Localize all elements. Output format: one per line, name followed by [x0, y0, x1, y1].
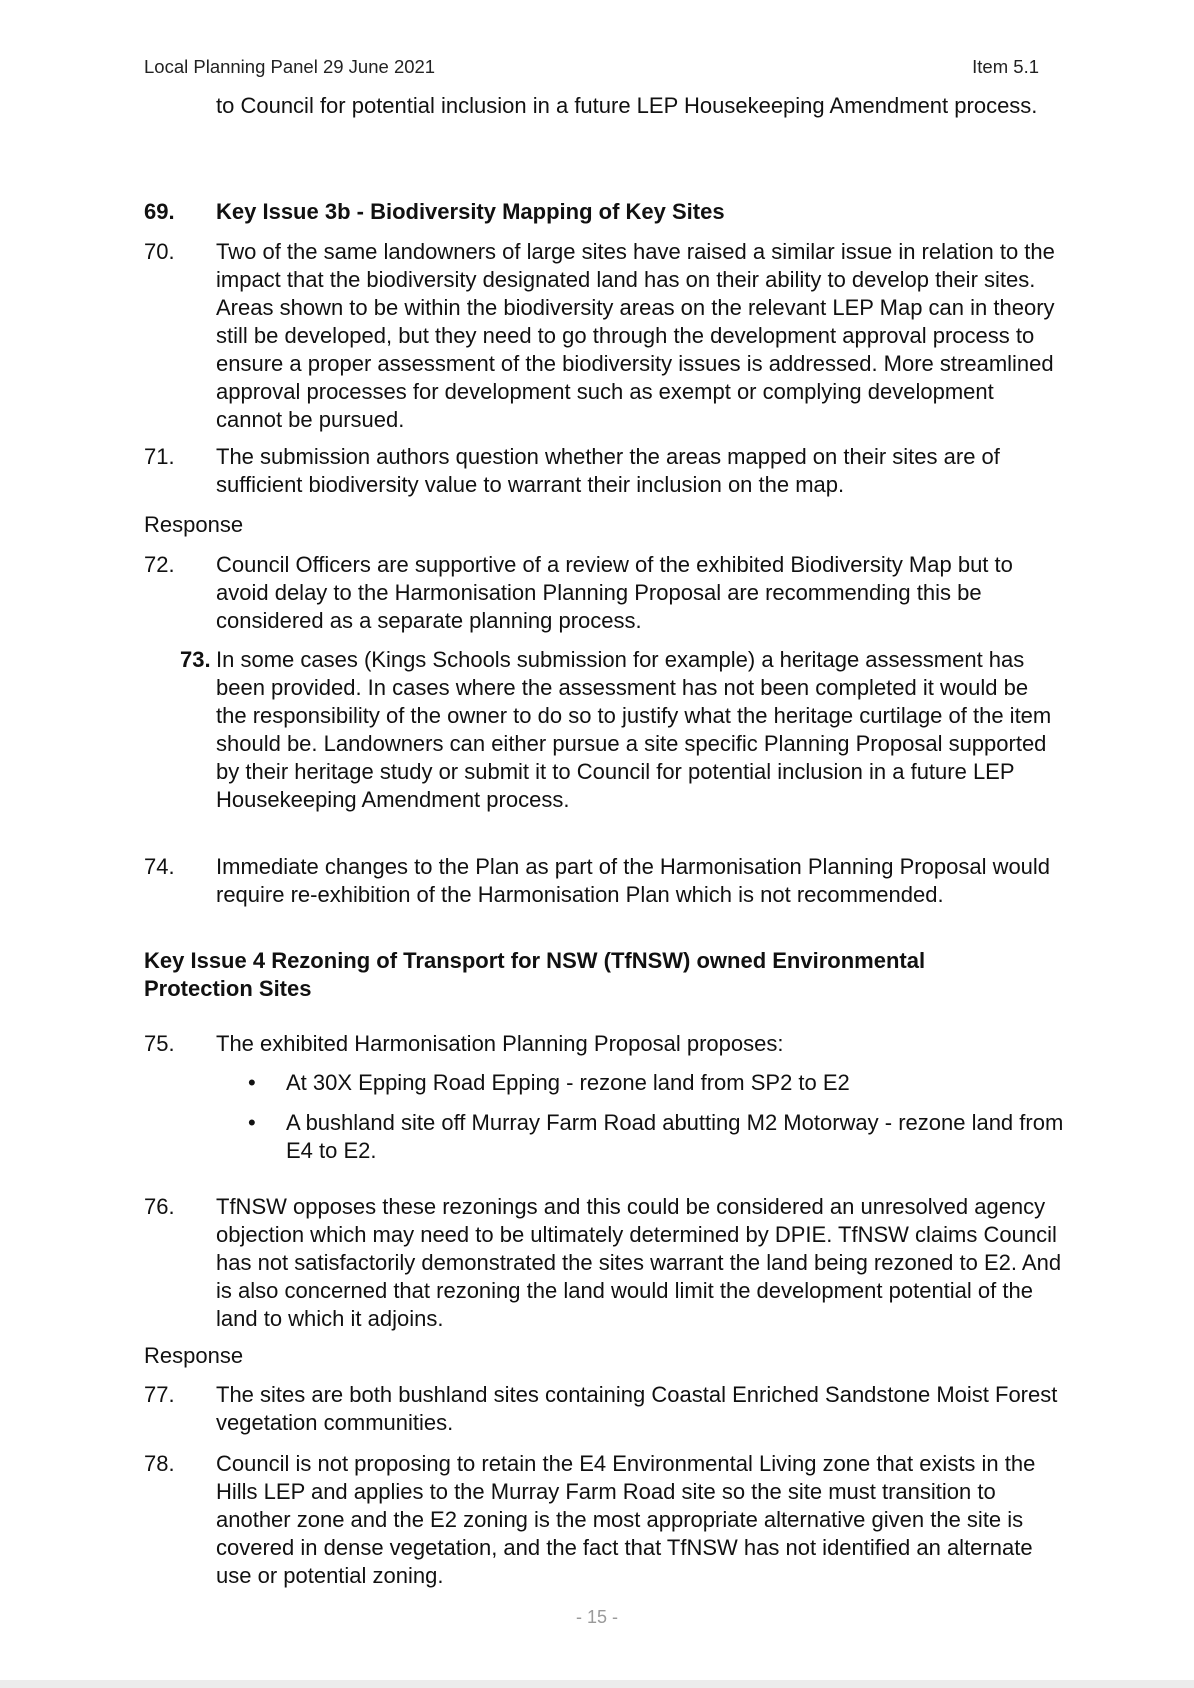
page-number: - 15 - [575, 1607, 618, 1627]
paragraph-text: Immediate changes to the Plan as part of the Harmonisation Planning Proposal would require re-exhibition of the Harmonisation Plan which is not recommended. [216, 854, 1051, 907]
bullet-item [216, 1069, 1066, 1097]
paragraph-text: The exhibited Harmonisation Planning Proposal proposes: [216, 1031, 784, 1056]
paragraph-75 [144, 1030, 1064, 1058]
paragraph-number: 74. [144, 854, 175, 879]
paragraph-number: 77. [144, 1382, 175, 1407]
page-bottom-edge [0, 1680, 1194, 1688]
paragraph-76 [144, 1193, 1064, 1333]
bullet-text: At 30X Epping Road Epping - rezone land from SP2 to E2 [286, 1070, 850, 1095]
paragraph-text: In some cases (Kings Schools submission for example) a heritage assessment has been provided. In cases where the assessment has not been completed it would be the responsibility of the owner to do so to justify what the heritage curtilage of the item should be. Landowners can either pursue a site specific Planning Proposal supported by their heritage study or submit it to Council for potential inclusion in a future LEP Housekeeping Amendment process. [216, 647, 1052, 812]
paragraph-number: 76. [144, 1194, 175, 1219]
paragraph-number: 70. [144, 239, 175, 264]
paragraph-number: 72. [144, 552, 175, 577]
paragraph-number: 71. [144, 444, 175, 469]
bullet-dot: • [248, 1110, 256, 1135]
paragraph-69-heading [144, 198, 1064, 226]
paragraph-number: 73. [180, 647, 211, 672]
paragraph-number: 75. [144, 1031, 175, 1056]
response-label: Response [144, 512, 244, 537]
page-header [144, 56, 1039, 78]
bullet-item [216, 1109, 1066, 1165]
paragraph-text: Two of the same landowners of large sites have raised a similar issue in relation to the impact that the biodiversity designated land has on their ability to develop their sites. Areas shown to be within the biodiversity areas on the relevant LEP Map can in theory still be developed, but they need to go through the development approval process to ensure a proper assessment of the biodiversity issues is addressed. More streamlined approval processes for development such as exempt or complying development cannot be pursued. [216, 239, 1055, 432]
header-meeting-info: Local Planning Panel 29 June 2021 [144, 56, 436, 77]
heading-text: Key Issue 3b - Biodiversity Mapping of Key Sites [216, 199, 725, 224]
paragraph-73 [144, 646, 1064, 814]
paragraph-77 [144, 1381, 1064, 1437]
bullet-dot: • [248, 1070, 256, 1095]
key-issue-4-heading: Key Issue 4 Rezoning of Transport for NSW (TfNSW) owned Environmental Protection Sites [144, 948, 926, 1001]
paragraph-text: TfNSW opposes these rezonings and this could be considered an unresolved agency objection which may need to be ultimately determined by DPIE. TfNSW claims Council has not satisfactorily demonstrated the sites warrant the land being rezoned to E2. And is also concerned that rezoning the land would limit the development potential of the land to which it adjoins. [216, 1194, 1062, 1331]
paragraph-72 [144, 551, 1064, 635]
paragraph-74 [144, 853, 1064, 909]
paragraph-70 [144, 238, 1064, 434]
paragraph-text: Council is not proposing to retain the E4 Environmental Living zone that exists in the Hills LEP and applies to the Murray Farm Road site so the site must transition to another zone and the E2 zoning is the most appropriate alternative given the site is covered in dense vegetation, and the fact that TfNSW has not identified an alternate use or potential zoning. [216, 1451, 1036, 1588]
paragraph-78 [144, 1450, 1064, 1590]
header-item-number: Item 5.1 [972, 56, 1039, 77]
paragraph-continuation: to Council for potential inclusion in a future LEP Housekeeping Amendment process. [216, 93, 1038, 118]
paragraph-text: Council Officers are supportive of a review of the exhibited Biodiversity Map but to avoid delay to the Harmonisation Planning Proposal are recommending this be considered as a separate planning process. [216, 552, 1013, 633]
paragraph-text: The submission authors question whether the areas mapped on their sites are of sufficient biodiversity value to warrant their inclusion on the map. [216, 444, 1000, 497]
paragraph-number: 69. [144, 199, 175, 224]
paragraph-text: The sites are both bushland sites containing Coastal Enriched Sandstone Moist Forest vegetation communities. [216, 1382, 1058, 1435]
bullet-text: A bushland site off Murray Farm Road abutting M2 Motorway - rezone land from E4 to E2. [286, 1110, 1064, 1163]
paragraph-71 [144, 443, 1064, 499]
response-label: Response [144, 1343, 244, 1368]
paragraph-number: 78. [144, 1451, 175, 1476]
